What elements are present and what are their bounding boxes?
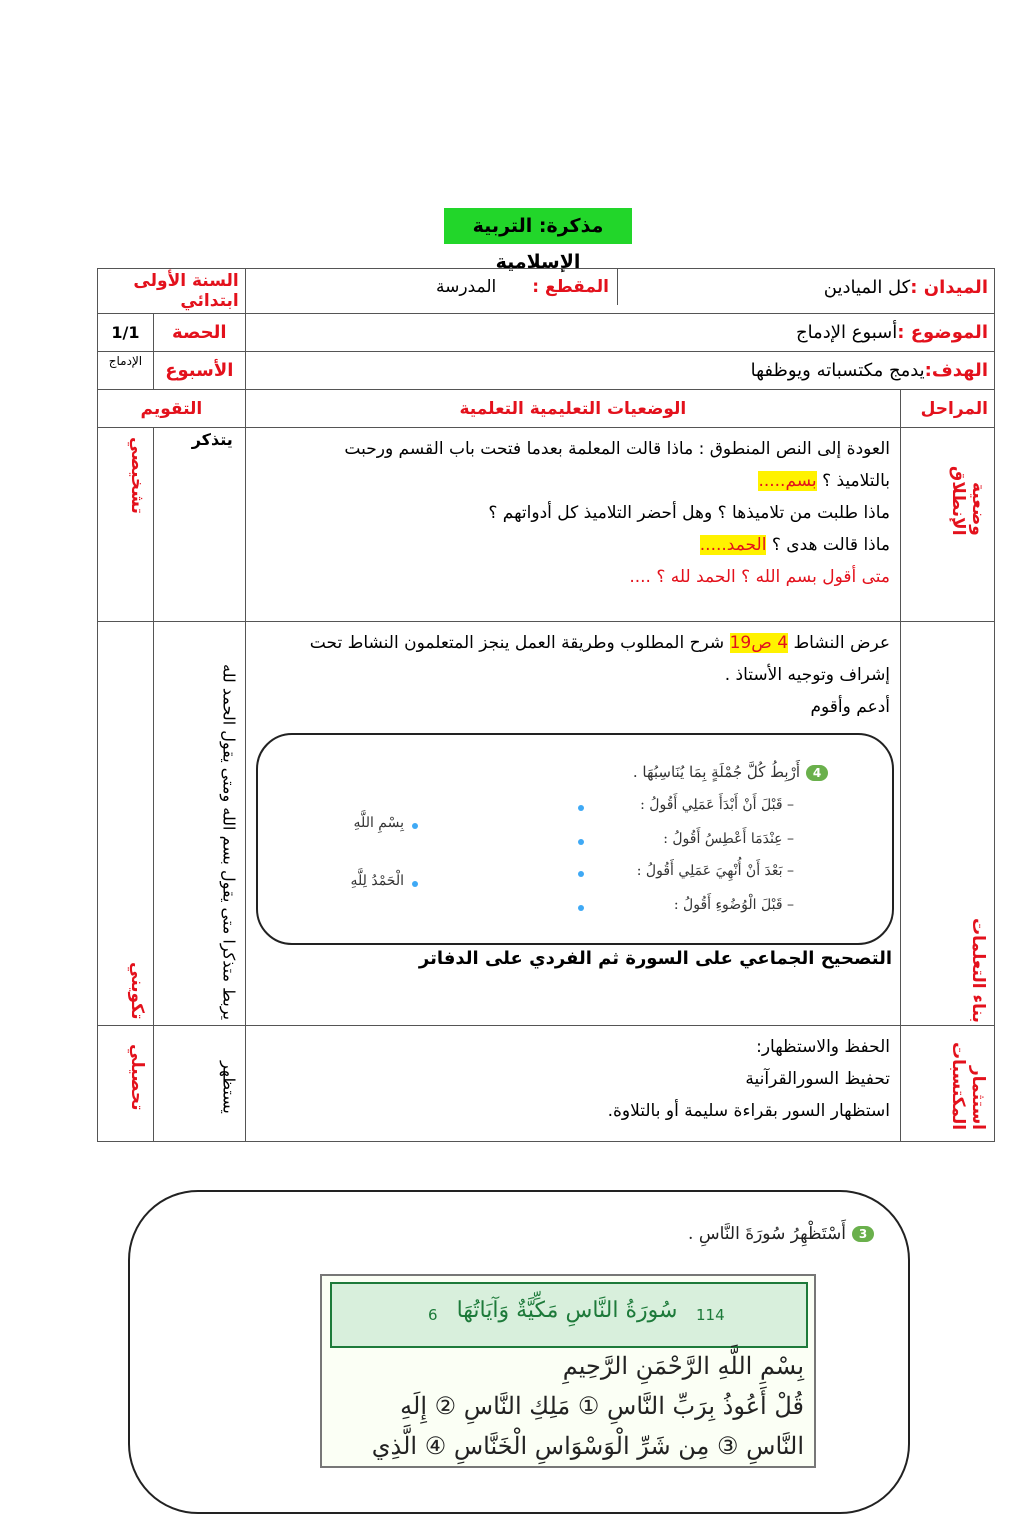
surah-header	[330, 1282, 808, 1348]
match-dot	[412, 881, 418, 887]
highlight-hamd: الحمد.....	[699, 535, 767, 555]
situations-header: الوضعيات التعليمية التعلمية	[245, 390, 900, 428]
header-row-3	[98, 352, 995, 390]
launch-line-2-text: بالتلاميذ ؟	[822, 471, 891, 491]
build-line-1	[252, 630, 890, 656]
lesson-table	[97, 268, 995, 1142]
match-dot	[578, 905, 584, 911]
segment-value: المدرسة	[436, 277, 497, 297]
stages-header: المراحل	[901, 390, 995, 428]
match-dot	[578, 839, 584, 845]
highlight-bism: بسم.....	[758, 471, 817, 491]
correction-text: التصحيح الجماعي على السورة ثم الفردي على الدفاتر	[418, 948, 893, 969]
surah-number: 114	[696, 1306, 725, 1324]
launch-line-3: ماذا طلبت من تلاميذها ؟ وهل أحضر التلاميذ كل أدواتهم ؟	[488, 503, 891, 523]
stage-build-label: بناء التعلمات	[968, 918, 988, 1023]
quran-page-image	[320, 1274, 816, 1468]
topic-label: الموضوع :	[897, 322, 988, 343]
build-line-2: إشراف وتوجيه الأستاذ .	[724, 665, 891, 685]
exercise-item-2: – عِنْدَمَا أَعْطِسُ أَقُولُ :	[663, 831, 794, 847]
goal-cell	[245, 352, 994, 390]
launch-content	[245, 428, 900, 622]
launch-line-4-text: ماذا قالت هدى ؟	[771, 535, 891, 555]
build-criterion-cell	[153, 622, 245, 1026]
goal-label: الهدف:	[924, 360, 988, 381]
field-label: الميدان :	[910, 276, 988, 298]
match-dot	[578, 871, 584, 877]
build-eval-cell	[98, 622, 154, 1026]
build-line-1-text: عرض النشاط	[793, 633, 891, 653]
invest-line-1: الحفظ والاستظهار:	[756, 1037, 891, 1057]
session-label: الحصة	[153, 314, 245, 352]
invest-content	[245, 1026, 900, 1142]
memorize-instruction: أَسْتَظْهِرُ سُورَةَ النَّاسِ .	[688, 1224, 846, 1244]
evaluation-header: التقويم	[98, 390, 246, 428]
invest-line-2: تحفيظ السورالقرآنية	[745, 1069, 891, 1089]
week-label: الأسبوع	[153, 352, 245, 390]
invest-criterion-cell	[153, 1026, 245, 1142]
exercise-box	[256, 733, 894, 945]
surah-title: سُورَةُ النَّاسِ مَكِّيَّةٌ وَآيَاتُهَا	[456, 1298, 678, 1323]
launch-eval-cell	[98, 428, 154, 622]
field-cell	[618, 277, 994, 298]
field-value: كل الميادين	[823, 276, 911, 298]
invest-eval-type: تحصيلي	[126, 1043, 147, 1110]
invest-eval-cell	[98, 1026, 154, 1142]
ayah-line-1: قُلْ أَعُوذُ بِرَبِّ النَّاسِ ① مَلِكِ النَّاسِ ② إِلَهِ	[400, 1392, 804, 1420]
column-header-row	[98, 390, 995, 428]
exercise-number: 4	[806, 765, 828, 781]
week-value: الإدماج	[98, 352, 154, 390]
launch-eval-type: تشخيصي	[126, 437, 147, 514]
launch-line-4	[252, 532, 890, 558]
build-line-1-rest: شرح المطلوب وطريقة العمل ينجز المتعلمون النشاط تحت	[309, 633, 725, 653]
topic-value: أسبوع الإدماج	[795, 322, 898, 343]
exercise-instruction: أَرْبِطُ كُلَّ جُمْلَةٍ بِمَا يُنَاسِبُهَا .	[632, 763, 800, 781]
invest-criterion: يستظهر	[219, 1061, 239, 1114]
header-row-2	[98, 314, 995, 352]
stage-launch-label: وضعية الإنطلاق	[948, 466, 988, 536]
answer-bism: بِسْمِ اللَّهِ	[353, 815, 404, 831]
launch-criterion: يتذكر	[153, 428, 245, 622]
build-criterion: يربط متذكرا متى يقول بسم الله ومتى يقول الحمد لله	[219, 663, 239, 1020]
stage-invest-cell	[901, 1026, 995, 1142]
goal-value: يدمج مكتسباته ويوظفها	[750, 360, 925, 381]
match-dot	[578, 805, 584, 811]
build-line-3: أدعم وأقوم	[810, 697, 891, 717]
exercise-item-1: – قَبْلَ أَنْ أَبْدَأَ عَمَلِي أَقُولُ :	[640, 797, 794, 813]
ayah-line-2: النَّاسِ ③ مِن شَرِّ الْوَسْوَاسِ الْخَنَّاسِ ④ الَّذِي	[371, 1432, 804, 1460]
stage-row-launch	[98, 428, 995, 622]
match-dot	[412, 823, 418, 829]
highlight-page: 4 ص19	[729, 633, 789, 653]
invest-line-3: استظهار السور بقراءة سليمة أو بالتلاوة.	[607, 1101, 891, 1121]
stage-build-cell	[901, 622, 995, 1026]
header-row-1	[98, 269, 995, 314]
basmala: بِسْمِ اللَّهِ الرَّحْمَنِ الرَّحِيمِ	[562, 1352, 804, 1380]
memorize-number: 3	[852, 1226, 874, 1242]
launch-question: متى أقول بسم الله ؟ الحمد لله ؟ ....	[629, 567, 891, 587]
exercise-item-3: – بَعْدَ أَنْ أُنْهِيَ عَمَلِي أَقُولُ :	[636, 863, 794, 879]
build-eval-type: تكويني	[126, 961, 147, 1019]
topic-cell	[245, 314, 994, 352]
page-title: مذكرة: التربية الإسلامية	[444, 208, 632, 244]
launch-line-2	[252, 468, 890, 494]
launch-line-1: العودة إلى النص المنطوق : ماذا قالت المعلمة بعدما فتحت باب القسم ورحبت	[344, 439, 891, 459]
exercise-item-4: – قَبْلَ الْوُضُوءِ أَقُولُ :	[673, 897, 794, 913]
stage-launch-cell	[901, 428, 995, 622]
stage-row-invest	[98, 1026, 995, 1142]
answer-hamd: الْحَمْدُ لِلَّهِ	[350, 873, 404, 889]
segment-label: المقطع :	[532, 277, 609, 297]
session-value: 1/1	[98, 314, 154, 352]
stage-invest-label: استثمار المكتسبات	[948, 1041, 988, 1130]
year-cell: السنة الأولى ابتدائي	[98, 269, 246, 314]
ayat-count: 6	[428, 1306, 438, 1324]
segment-cell	[294, 269, 618, 305]
